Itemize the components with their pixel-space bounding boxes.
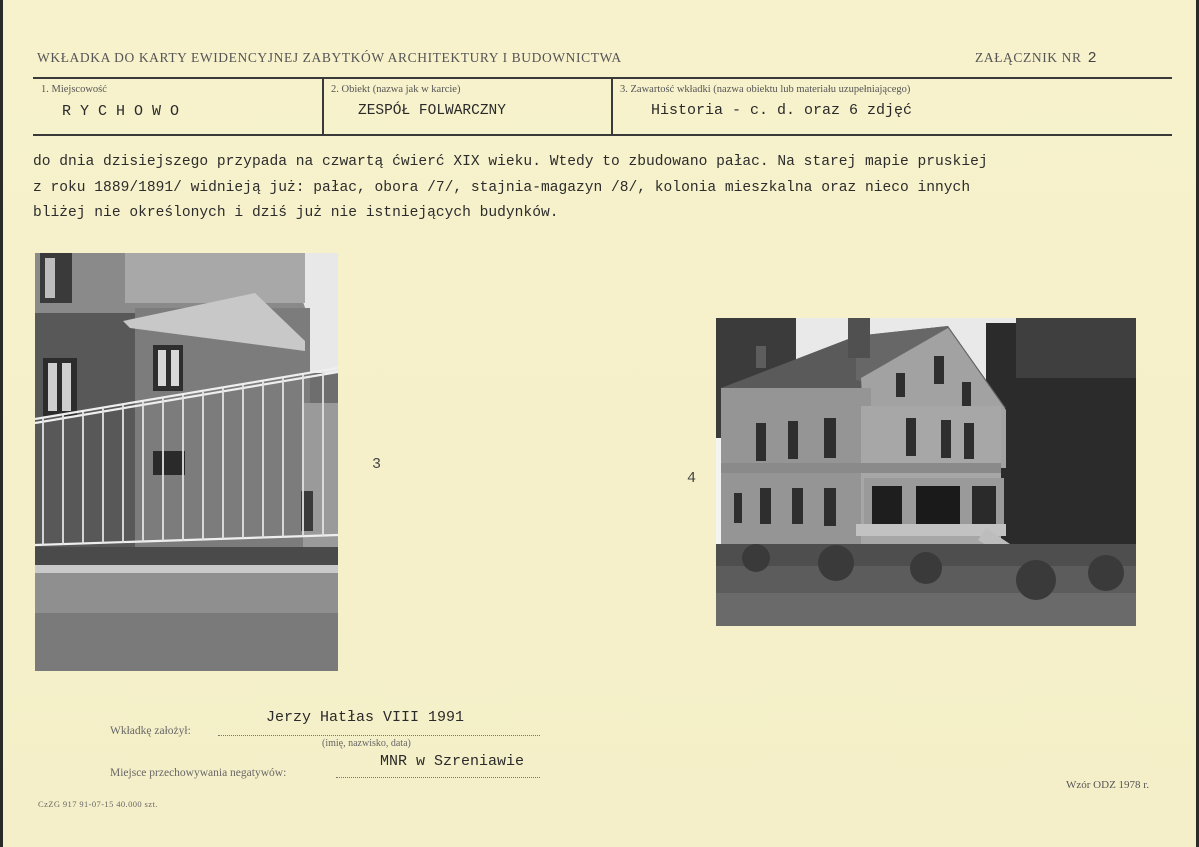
history-line: do dnia dzisiejszego przypada na czwartą ćwierć XIX wieku. Wtedy to zbudowano pałac. Na starej mapie pruskiej — [33, 154, 988, 170]
photo-3-number: 3 — [372, 456, 382, 473]
storage-dotted-line — [336, 777, 540, 778]
founder-dotted-line — [218, 735, 540, 736]
scan-edge-left — [0, 0, 3, 847]
form-title: WKŁADKA DO KARTY EWIDENCYJNEJ ZABYTKÓW ARCHITEKTURY I BUDOWNICTWA — [37, 50, 622, 65]
content-label: 3. Zawartość wkładki (nazwa obiektu lub materiału uzupełniającego) — [620, 84, 911, 95]
field-divider-2 — [611, 79, 613, 134]
photo-4-number: 4 — [687, 470, 697, 487]
annex-label — [975, 50, 1097, 67]
header-top-rule — [33, 77, 1172, 79]
founder-caption: (imię, nazwisko, data) — [322, 738, 411, 749]
object-value: ZESPÓŁ FOLWARCZNY — [358, 103, 506, 119]
photo-4-image — [716, 318, 1136, 626]
storage-value: MNR w Szreniawie — [380, 753, 525, 770]
template-code: Wzór ODZ 1978 r. — [1066, 779, 1150, 791]
annex-label-text: ZAŁĄCZNIK NR — [975, 50, 1082, 65]
place-value: RYCHOWO — [62, 103, 189, 120]
object-label: 2. Obiekt (nazwa jak w karcie) — [331, 84, 461, 95]
founder-label: Wkładkę założył: — [110, 725, 191, 737]
print-code: CzZG 917 91-07-15 40.000 szt. — [38, 799, 158, 809]
photo-3-image — [35, 253, 338, 671]
storage-label: Miejsce przechowywania negatywów: — [110, 767, 287, 779]
content-value: Historia - c. d. oraz 6 zdjęć — [651, 102, 913, 119]
history-line: z roku 1889/1891/ widnieją już: pałac, obora /7/, stajnia-magazyn /8/, kolonia mieszkalna oraz nieco innych — [33, 179, 971, 196]
annex-number: 2 — [1087, 50, 1098, 67]
founder-value: Jerzy Hatłas VIII 1991 — [266, 709, 465, 726]
photo-3 — [35, 253, 338, 671]
photo-4 — [716, 318, 1136, 626]
place-label: 1. Miejscowość — [41, 84, 107, 95]
history-text — [33, 150, 1173, 227]
history-line: bliżej nie określonych i dziś już nie istniejących budynków. — [33, 205, 559, 221]
field-divider-1 — [322, 79, 324, 134]
header-bottom-rule — [33, 134, 1172, 136]
